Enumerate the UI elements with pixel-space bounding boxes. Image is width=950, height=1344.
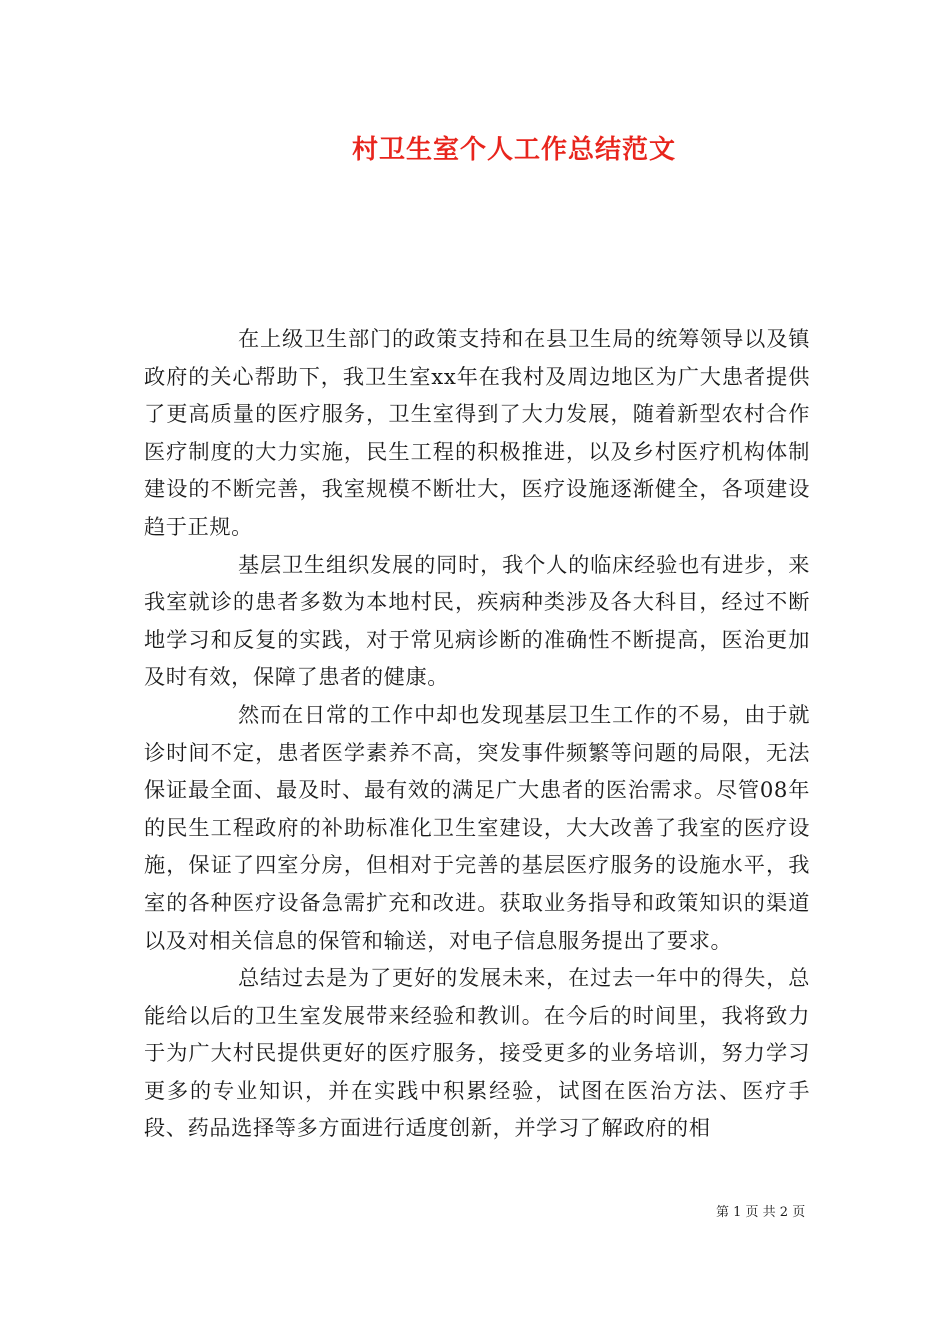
paragraph: 然而在日常的工作中却也发现基层卫生工作的不易，由于就诊时间不定，患者医学素养不高，突发事件频繁等问题的局限，无法保证最全面、最及时、最有效的满足广大患者的医治需求。尽管08年的民生工程政府的补助标准化卫生室建设，大大改善了我室的医疗设施，保证了四室分房，但相对于完善的基层医疗服务的设施水平，我室的各种医疗设备急需扩充和改进。获取业务指导和政策知识的渠道以及对相关信息的保管和输送，对电子信息服务提出了要求。 (144, 701, 810, 953)
paragraph: 基层卫生组织发展的同时，我个人的临床经验也有进步，来我室就诊的患者多数为本地村民，疾病种类涉及各大科目，经过不断地学习和反复的实践，对于常见病诊断的准确性不断提高，医治更加及时有效，保障了患者的健康。 (144, 551, 810, 690)
document-title: 村卫生室个人工作总结范文 (351, 135, 676, 165)
page-number-footer: 第 1 页 共 2 页 (716, 1205, 806, 1220)
paragraph: 总结过去是为了更好的发展未来，在过去一年中的得失，总能给以后的卫生室发展带来经验和教训。在今后的时间里，我将致力于为广大村民提供更好的医疗服务，接受更多的业务培训，努力学习更多的专业知识，并在实践中积累经验，试图在医治方法、医疗手段、药品选择等多方面进行适度创新，并学习了解政府的相 (144, 965, 810, 1141)
document-body (144, 320, 810, 1147)
paragraph: 在上级卫生部门的政策支持和在县卫生局的统筹领导以及镇政府的关心帮助下，我卫生室xx年在我村及周边地区为广大患者提供了更高质量的医疗服务，卫生室得到了大力发展，随着新型农村合作医疗制度的大力实施，民生工程的积极推进，以及乡村医疗机构体制建设的不断完善，我室规模不断壮大，医疗设施逐渐健全，各项建设趋于正规。 (144, 326, 810, 539)
